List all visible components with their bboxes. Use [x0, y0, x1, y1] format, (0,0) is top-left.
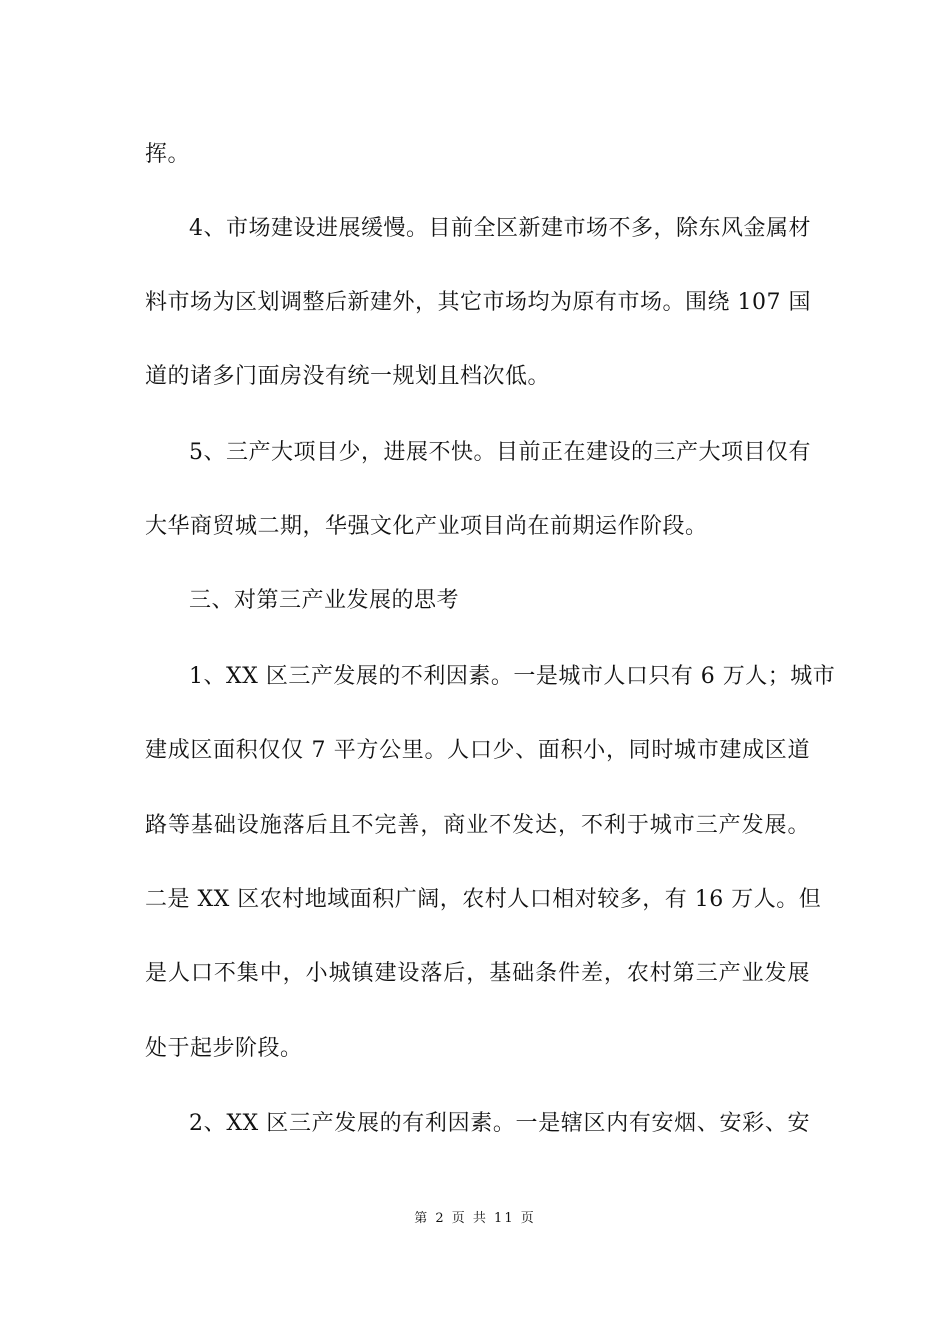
text-line-5: 5、三产大项目少，进展不快。目前正在建设的三产大项目仅有 [189, 440, 811, 465]
text-line-11: 二是 XX 区农村地域面积广阔，农村人口相对较多，有 16 万人。但 [145, 887, 822, 912]
text-line-1: 挥。 [145, 142, 191, 167]
text-line-12: 是人口不集中，小城镇建设落后，基础条件差，农村第三产业发展 [145, 961, 810, 986]
text-line-14: 2、XX 区三产发展的有利因素。一是辖区内有安烟、安彩、安 [189, 1111, 810, 1136]
text-line-4: 道的诸多门面房没有统一规划且档次低。 [145, 364, 551, 389]
text-line-3: 料市场为区划调整后新建外，其它市场均为原有市场。围绕 107 国 [145, 290, 811, 315]
section-heading: 三、对第三产业发展的思考 [189, 588, 460, 613]
text-line-2: 4、市场建设进展缓慢。目前全区新建市场不多，除东风金属材 [189, 216, 811, 241]
text-line-10: 路等基础设施落后且不完善，商业不发达，不利于城市三产发展。 [145, 813, 810, 838]
text-line-6: 大华商贸城二期，华强文化产业项目尚在前期运作阶段。 [145, 514, 708, 539]
page-number-footer: 第 2 页 共 11 页 [414, 1211, 536, 1226]
text-line-9: 建成区面积仅仅 7 平方公里。人口少、面积小，同时城市建成区道 [145, 738, 810, 763]
text-line-8: 1、XX 区三产发展的不利因素。一是城市人口只有 6 万人；城市 [189, 664, 836, 689]
text-line-13: 处于起步阶段。 [145, 1036, 303, 1061]
